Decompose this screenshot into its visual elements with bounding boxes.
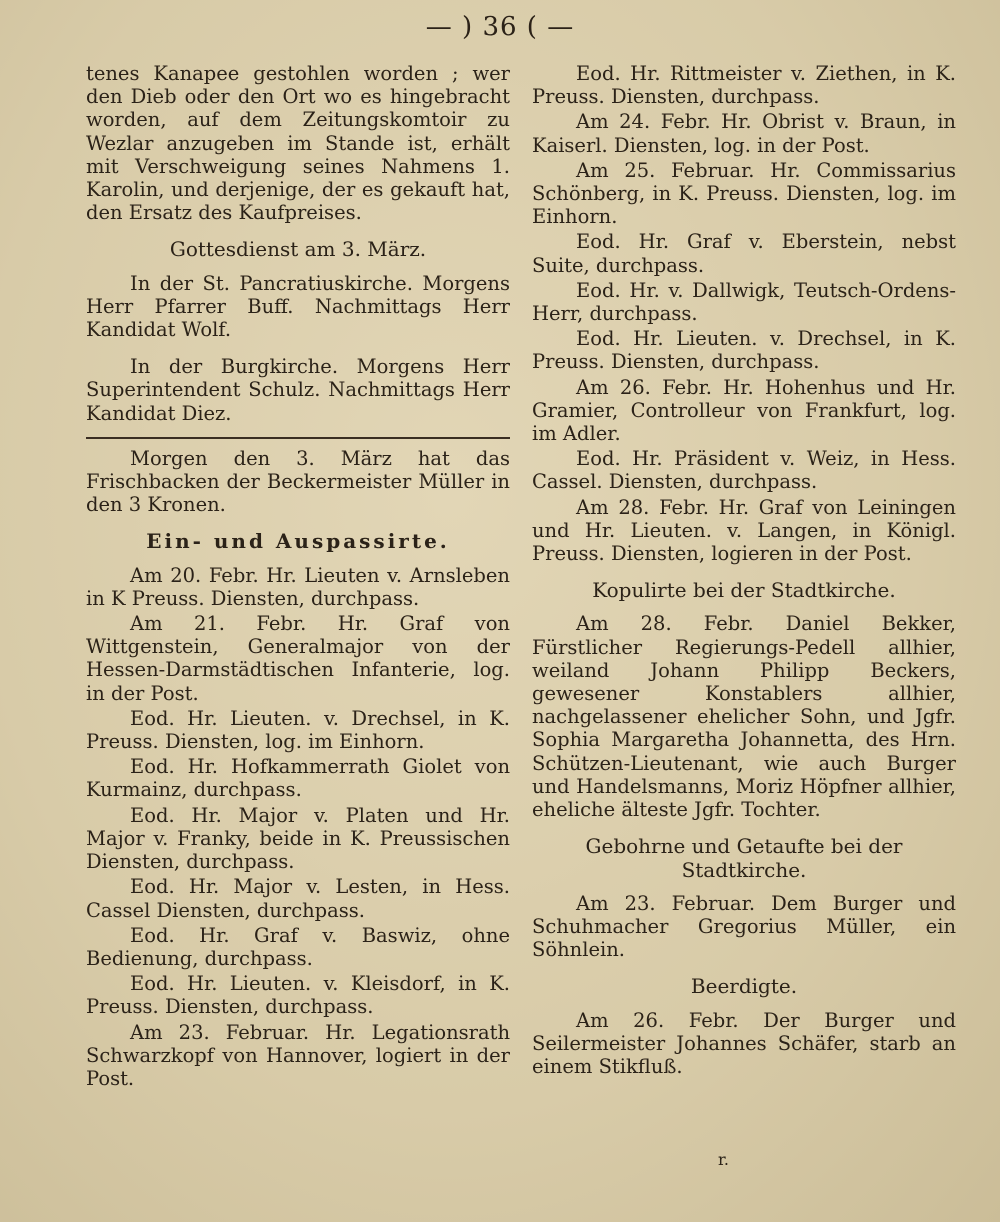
worship-heading: Gottesdienst am 3. März.	[169, 237, 427, 262]
travel-entry: Am 25. Februar. Hr. Commissarius Schönberg, in K. Preuss. Diensten, log. im Einhorn.	[532, 158, 956, 229]
travel-entry: Eod. Hr. Major v. Platen und Hr. Major v. Franky, beide in K. Preussischen Diensten, durchpass.	[86, 803, 510, 874]
travel-entry: Am 23. Februar. Hr. Legationsrath Schwarzkopf von Hannover, logiert in der Post.	[86, 1020, 510, 1090]
travel-entry: Eod. Hr. Major v. Lesten, in Hess. Cassel Diensten, durchpass.	[86, 875, 510, 922]
travel-entry: Am 20. Febr. Hr. Lieuten v. Arnsleben in K Preuss. Diensten, durchpass.	[86, 563, 510, 610]
worship-burgkirche: In der Burgkirche. Morgens Herr Superintendent Schulz. Nachmittags Herr Kandidat Diez.	[86, 355, 510, 425]
marriage-heading: Kopulirte bei der Stadtkirche.	[592, 578, 896, 603]
stolen-sofa-notice: tenes Kanapee gestohlen worden ; wer den Dieb oder den Ort wo es hingebracht worden, auf dem Zeitungskomtoir zu Wezlar anzugeben im Stande ist, erhält mit Verschweigung seines Nahmens 1. Karolin, und derjenige, der es gekauft hat, den Ersatz des Kaufpreises.	[86, 62, 510, 225]
travel-entry: Eod. Hr. Lieuten. v. Kleisdorf, in K. Preuss. Diensten, durchpass.	[86, 972, 510, 1019]
worship-pancratius: In der St. Pancratiuskirche. Morgens Herr Pfarrer Buff. Nachmittags Herr Kandidat Wolf.	[86, 271, 510, 342]
travel-entry: Eod. Hr. Graf v. Eberstein, nebst Suite, durchpass.	[532, 230, 956, 277]
printer-mark: r.	[718, 1150, 729, 1169]
travel-entry: Eod. Hr. Hofkammerrath Giolet von Kurmainz, durchpass.	[86, 755, 510, 802]
travel-entry: Eod. Hr. Rittmeister v. Ziethen, in K. Preuss. Diensten, durchpass.	[532, 62, 956, 109]
travel-entry: Am 26. Febr. Hr. Hohenhus und Hr. Gramier, Controlleur von Frankfurt, log. im Adler.	[532, 375, 956, 446]
burial-entry: Am 26. Febr. Der Burger und Seilermeister Johannes Schäfer, starb an einem Stikfluß.	[532, 1008, 956, 1078]
travel-entry: Eod. Hr. Lieuten. v. Drechsel, in K. Preuss. Diensten, log. im Einhorn.	[86, 706, 510, 754]
page-number: — ) 36 ( —	[425, 12, 575, 42]
travel-entry: Am 21. Febr. Hr. Graf von Wittgenstein, Generalmajor von der Hessen-Darmstädtischen Infanterie, log. in der Post.	[86, 612, 510, 705]
travel-entry: Eod. Hr. Graf v. Baswiz, ohne Bedienung, durchpass.	[86, 923, 510, 970]
right-column	[532, 62, 956, 1080]
burial-heading: Beerdigte.	[690, 974, 798, 999]
birth-heading: Gebohrne und Getaufte bei der Stadtkirche.	[585, 834, 903, 882]
travel-entry: Am 24. Febr. Hr. Obrist v. Braun, in Kaiserl. Diensten, log. in der Post.	[532, 110, 956, 157]
travel-entry: Am 28. Febr. Hr. Graf von Leiningen und Hr. Lieuten. v. Langen, in Königl. Preuss. Diensten, logieren in der Post.	[532, 495, 956, 566]
travel-entry: Eod. Hr. Lieuten. v. Drechsel, in K. Preuss. Diensten, durchpass.	[532, 327, 956, 374]
left-column	[86, 62, 510, 1092]
baking-notice: Morgen den 3. März hat das Frischbacken der Beckermeister Müller in den 3 Kronen.	[86, 446, 510, 517]
marriage-entry: Am 28. Febr. Daniel Bekker, Fürstlicher Regierungs-Pedell allhier, weiland Johann Philipp Beckers, gewesener Konstablers allhier, nachgelassener ehelicher Sohn, und Jgfr. Sophia Margaretha Johannetta, des Hrn. Schützen-Lieutenant, wie auch Burger und Handelsmanns, Moriz Höpfner allhier, eheliche älteste Jgfr. Tochter.	[532, 612, 956, 822]
section-divider	[86, 437, 510, 439]
travel-heading: Ein- und Auspassirte.	[146, 529, 450, 554]
travel-entry: Eod. Hr. v. Dallwigk, Teutsch-Ordens-Herr, durchpass.	[532, 278, 956, 326]
birth-entry: Am 23. Februar. Dem Burger und Schuhmacher Gregorius Müller, ein Söhnlein.	[532, 891, 956, 962]
travel-entry: Eod. Hr. Präsident v. Weiz, in Hess. Cassel. Diensten, durchpass.	[532, 447, 956, 494]
